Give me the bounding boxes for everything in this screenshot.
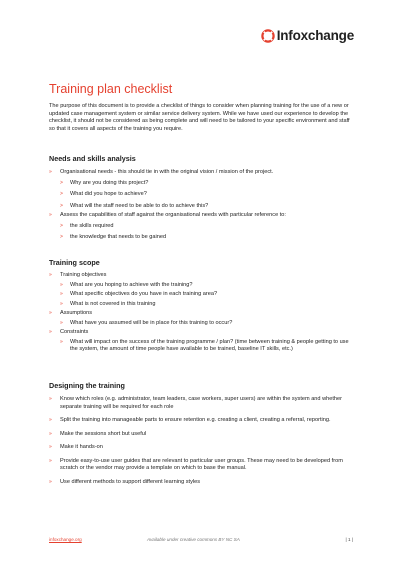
bullet-icon: » bbox=[60, 338, 63, 345]
bullet-icon: » bbox=[49, 430, 52, 437]
bullet-icon: » bbox=[60, 319, 63, 326]
arrow-icon: > bbox=[60, 222, 63, 229]
sub-item-text: What have you assumed will be in place for this training to occur? bbox=[70, 319, 233, 326]
arrow-icon: > bbox=[60, 179, 63, 186]
arrow-icon: > bbox=[60, 202, 63, 209]
list-item bbox=[49, 417, 355, 425]
sub-list bbox=[60, 180, 355, 211]
list-item-text: Constraints bbox=[60, 329, 89, 335]
bullet-icon: » bbox=[49, 329, 52, 335]
footer-license: Available under creative commons BY NC SA bbox=[147, 537, 240, 542]
sub-item-text: What are you hoping to achieve with the training? bbox=[70, 281, 193, 288]
arrow-icon: > bbox=[60, 234, 63, 240]
sub-list bbox=[60, 282, 355, 309]
sub-item-text: the skills required bbox=[70, 222, 114, 229]
sub-list-item bbox=[60, 301, 355, 309]
list-item bbox=[49, 212, 355, 242]
list-item-text: Use different methods to support different learning styles bbox=[60, 478, 201, 485]
page-title: Training plan checklist bbox=[49, 82, 173, 96]
page-number: | 1 | bbox=[345, 537, 353, 542]
list-item bbox=[49, 329, 355, 354]
sub-list-item bbox=[60, 223, 355, 231]
logo-text: Infoxchange bbox=[276, 28, 354, 43]
bullet-icon: » bbox=[60, 291, 63, 297]
list-item bbox=[49, 431, 355, 439]
sub-list-item bbox=[60, 191, 355, 199]
bullet-icon: » bbox=[60, 300, 63, 307]
list-item-text: Training objectives bbox=[60, 272, 107, 278]
sub-item-text: What did you hope to achieve? bbox=[70, 191, 147, 197]
infoxchange-logo bbox=[261, 28, 354, 43]
sub-list-item bbox=[60, 282, 355, 290]
bullet-icon: » bbox=[49, 457, 52, 464]
bullet-icon: » bbox=[49, 310, 52, 316]
list-item bbox=[49, 458, 355, 473]
sub-list-item bbox=[60, 180, 355, 188]
list-item bbox=[49, 396, 355, 411]
sub-list bbox=[60, 339, 355, 354]
list-item bbox=[49, 272, 355, 308]
list-item bbox=[49, 169, 355, 210]
sub-list-item bbox=[60, 234, 355, 242]
list-item-text: Organisational needs - this should tie in with the original vision / mission of the project. bbox=[60, 169, 274, 175]
sub-item-text: What will the staff need to be able to do to achieve this? bbox=[70, 202, 209, 209]
sub-item-text: What specific objectives do you have in each training area? bbox=[70, 291, 218, 297]
sub-item-text: What is not covered in this training bbox=[70, 300, 156, 307]
bullet-icon: » bbox=[49, 417, 52, 423]
needs-list bbox=[49, 169, 355, 242]
sub-list-item bbox=[60, 203, 355, 211]
list-item-text: Assess the capabilities of staff against the organisational needs with particular reference to: bbox=[60, 212, 286, 218]
sub-list-item bbox=[60, 339, 355, 354]
sub-list bbox=[60, 320, 355, 328]
bullet-icon: » bbox=[49, 212, 52, 218]
list-item-text: Provide easy-to-use user guides that are relevant to particular user groups. These may need to be developed from scratch or the vendor may provide a template on which to base the manual. bbox=[60, 457, 343, 471]
intro-paragraph: The purpose of this document is to provide a checklist of things to consider when planning training for the use of a new or updated case management system or similar service delivery system. While we have used our experience to develop the checklist, it should not be considered as being complete and will need to be tailored to your specific environment and staff so that it covers all aspects of the training you require. bbox=[49, 103, 350, 132]
list-item-text: Split the training into manageable parts to ensure retention e.g. creating a client, creating a referral, reporting. bbox=[60, 417, 331, 423]
arrow-icon: > bbox=[60, 191, 63, 197]
sub-list-item bbox=[60, 291, 355, 299]
list-item-text: Make the sessions short but useful bbox=[60, 430, 147, 437]
bullet-icon: » bbox=[49, 169, 52, 175]
bullet-icon: » bbox=[49, 272, 52, 278]
list-item-text: Know which roles (e.g. administrator, team leaders, case workers, super users) are within the system and whether separate training will be required for each role bbox=[60, 396, 342, 410]
bullet-icon: » bbox=[49, 478, 52, 485]
sub-list-item bbox=[60, 320, 355, 328]
footer-link[interactable]: infoxchange.org bbox=[49, 537, 82, 542]
infoxchange-logo-icon bbox=[261, 29, 275, 43]
section-heading-designing: Designing the training bbox=[49, 381, 125, 390]
list-item bbox=[49, 479, 355, 487]
designing-list bbox=[49, 396, 355, 486]
bullet-icon: » bbox=[49, 396, 52, 402]
section-heading-scope: Training scope bbox=[49, 258, 100, 267]
list-item-text: Assumptions bbox=[60, 310, 93, 316]
list-item-text: Make it hands-on bbox=[60, 444, 103, 450]
list-item bbox=[49, 444, 355, 452]
scope-list bbox=[49, 272, 355, 354]
section-heading-needs: Needs and skills analysis bbox=[49, 154, 136, 163]
sub-item-text: Why are you doing this project? bbox=[70, 179, 149, 186]
list-item bbox=[49, 310, 355, 327]
sub-item-text: the knowledge that needs to be gained bbox=[70, 234, 167, 240]
sub-item-text: What will impact on the success of the training programme / plan? (time between training & people getting to use the system, the amount of time people have available to be trained, baseline IT skills, etc.) bbox=[70, 338, 349, 352]
sub-list bbox=[60, 223, 355, 242]
bullet-icon: » bbox=[60, 281, 63, 288]
bullet-icon: » bbox=[49, 444, 52, 450]
